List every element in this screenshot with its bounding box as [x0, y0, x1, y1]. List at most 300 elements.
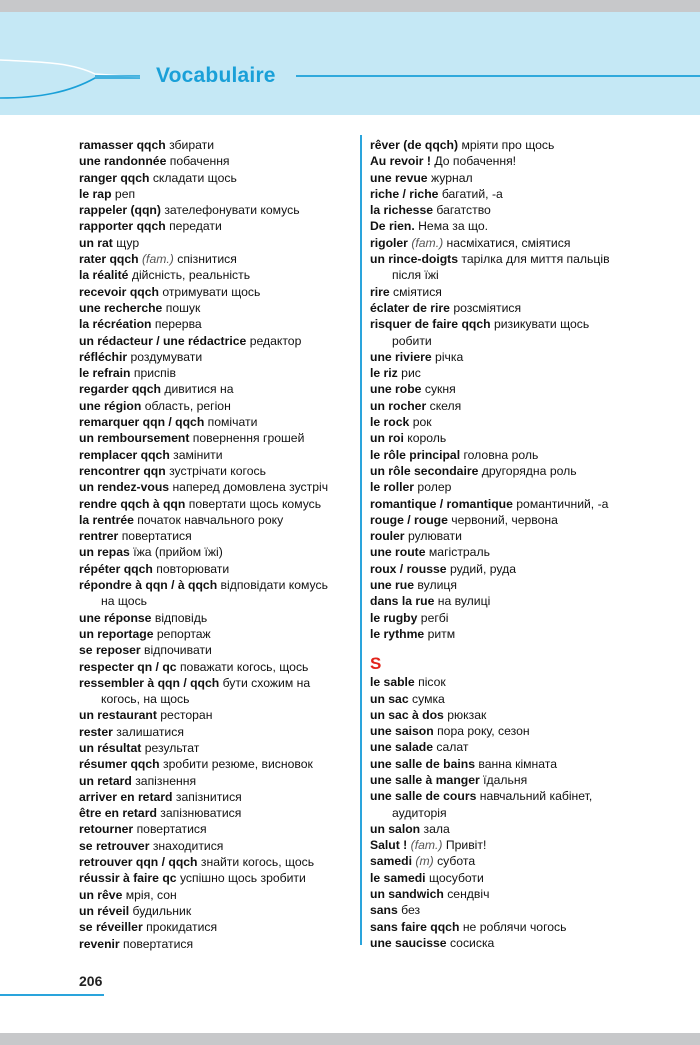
vocab-entry	[370, 561, 640, 577]
ukrainian-translation: багатство	[436, 203, 491, 218]
french-term: le rock	[370, 415, 410, 430]
vocab-entry	[370, 218, 640, 234]
vocab-entry	[370, 170, 640, 186]
ukrainian-translation: поважати когось, щось	[179, 659, 309, 674]
ukrainian-translation: реп	[114, 186, 136, 201]
ukrainian-translation: пісок	[418, 675, 446, 690]
vocab-entry	[79, 430, 347, 446]
vocab-entry	[79, 903, 347, 919]
french-term: rappeler (qqn)	[79, 203, 161, 218]
vocab-entry	[79, 398, 347, 414]
ukrainian-translation: результат	[144, 740, 200, 755]
translation-continuation: когось, на щось	[101, 692, 190, 707]
ukrainian-translation: салат	[436, 740, 469, 755]
french-term: le sable	[370, 675, 415, 690]
page-header-band	[0, 12, 700, 115]
vocab-entry	[370, 202, 640, 218]
ukrainian-translation: спізнитися	[177, 252, 237, 267]
french-term: un sac	[370, 691, 409, 706]
french-term: résumer qqch	[79, 757, 160, 772]
ukrainian-translation: До побачення!	[434, 154, 517, 169]
french-term: une salle à manger	[370, 772, 480, 787]
vocab-entry	[79, 659, 347, 675]
r-entries	[370, 137, 640, 642]
ukrainian-translation: скеля	[429, 398, 462, 413]
french-term: un sac à dos	[370, 707, 444, 722]
french-term: une réponse	[79, 610, 152, 625]
ukrainian-translation: повертати щось комусь	[188, 496, 322, 511]
ukrainian-translation: головна роль	[463, 447, 539, 462]
vocab-entry	[370, 821, 640, 837]
french-term: rater qqch	[79, 252, 139, 267]
translation-continuation: на щось	[101, 594, 148, 609]
french-term: une randonnée	[79, 154, 167, 169]
french-term: une rue	[370, 578, 415, 593]
vocab-entry	[79, 496, 347, 512]
ukrainian-translation: запізнитися	[175, 789, 242, 804]
french-term: respecter qn / qc	[79, 659, 177, 674]
vocab-entry	[79, 773, 347, 789]
french-term: un rince-doigts	[370, 252, 459, 267]
french-term: rentrer	[79, 529, 119, 544]
vocab-entry	[370, 398, 640, 414]
vocab-entry	[79, 724, 347, 740]
ukrainian-translation: відпочивати	[144, 643, 212, 658]
vocab-entry	[79, 251, 347, 267]
ukrainian-translation: тарілка для миття пальців	[461, 252, 610, 267]
vocab-entry	[79, 170, 347, 186]
vocab-entry	[79, 642, 347, 658]
vocab-entry	[79, 610, 347, 626]
vocab-entry	[79, 316, 347, 332]
ukrainian-translation: ванна кімната	[478, 756, 558, 771]
ukrainian-translation: повертатися	[123, 936, 194, 951]
french-term: répondre à qqn / à qqch	[79, 578, 218, 593]
vocab-entry	[79, 838, 347, 854]
ukrainian-translation: журнал	[430, 170, 473, 185]
french-term: le riz	[370, 366, 398, 381]
ukrainian-translation: сендвіч	[447, 887, 490, 902]
vocab-entry	[79, 528, 347, 544]
vocab-entry	[79, 365, 347, 381]
translation-continuation: після їжі	[392, 268, 439, 283]
french-term: rendre qqch à qqn	[79, 496, 186, 511]
vocab-entry	[370, 707, 640, 723]
vocab-entry	[370, 284, 640, 300]
vocab-entry	[370, 593, 640, 609]
vocab-entry	[370, 251, 640, 284]
french-term: un retard	[79, 773, 132, 788]
vocab-entry	[79, 153, 347, 169]
french-term: un rocher	[370, 398, 427, 413]
french-term: rêver (de qqch)	[370, 138, 459, 152]
page-number: 206	[79, 973, 103, 989]
vocab-entry	[79, 333, 347, 349]
vocab-entry	[79, 577, 347, 610]
vocab-entry	[370, 153, 640, 169]
ukrainian-translation: багатий, -а	[441, 186, 503, 201]
vocab-entry	[370, 756, 640, 772]
ukrainian-translation: ролер	[417, 480, 452, 495]
french-term: riche / riche	[370, 186, 439, 201]
ukrainian-translation: навчальний кабінет,	[479, 789, 593, 804]
vocab-entry	[370, 463, 640, 479]
french-term: un remboursement	[79, 431, 190, 446]
translation-continuation: аудиторія	[392, 805, 447, 820]
ukrainian-translation: сумка	[412, 691, 445, 706]
french-term: rencontrer qqn	[79, 463, 166, 478]
vocab-entry	[79, 447, 347, 463]
french-term: un réveil	[79, 903, 130, 918]
ukrainian-translation: сміятися	[393, 284, 442, 299]
french-term: un rôle secondaire	[370, 463, 479, 478]
header-swoosh-decoration	[0, 12, 700, 115]
vocab-entry	[79, 544, 347, 560]
french-term: réfléchir	[79, 349, 128, 364]
ukrainian-translation: знайти когось, щось	[200, 855, 315, 870]
vocab-entry	[79, 707, 347, 723]
vocab-entry	[79, 479, 347, 495]
vocab-entry	[370, 186, 640, 202]
ukrainian-translation: Привіт!	[445, 838, 487, 853]
french-term: la réalité	[79, 268, 129, 283]
vocab-entry	[370, 316, 640, 349]
french-term: arriver en retard	[79, 789, 173, 804]
vocab-entry	[370, 300, 640, 316]
french-term: le roller	[370, 480, 415, 495]
french-term: De rien.	[370, 219, 415, 234]
ukrainian-translation: їдальня	[483, 772, 528, 787]
vocab-entry	[79, 267, 347, 283]
vocab-entry	[370, 837, 640, 853]
vocab-entry	[79, 870, 347, 886]
vocab-entry	[79, 936, 347, 952]
french-term: rouge / rouge	[370, 512, 448, 527]
french-term: un salon	[370, 821, 421, 836]
ukrainian-translation: дійсність, реальність	[131, 268, 251, 283]
ukrainian-translation: повернення грошей	[192, 431, 305, 446]
ukrainian-translation: мріяти про щось	[461, 138, 555, 152]
vocab-entry	[79, 186, 347, 202]
ukrainian-translation: отримувати щось	[162, 284, 261, 299]
french-term: une salade	[370, 740, 433, 755]
ukrainian-translation: без	[401, 903, 421, 918]
ukrainian-translation: репортаж	[156, 626, 211, 641]
french-term: ressembler à qqn / qqch	[79, 675, 220, 690]
french-term: rouler	[370, 529, 405, 544]
french-term: une salle de bains	[370, 756, 475, 771]
french-term: un rendez-vous	[79, 480, 170, 495]
ukrainian-translation: зустрічати когось	[169, 463, 266, 478]
bottom-page-edge	[0, 1033, 700, 1045]
ukrainian-translation: король	[407, 431, 447, 446]
usage-note: (m)	[415, 854, 434, 869]
french-term: roux / rousse	[370, 561, 447, 576]
vocab-entry	[370, 870, 640, 886]
vocab-entry	[79, 789, 347, 805]
ukrainian-translation: рок	[412, 415, 432, 430]
ukrainian-translation: успішно щось зробити	[179, 871, 306, 886]
vocab-entry	[79, 137, 347, 153]
french-term: recevoir qqch	[79, 284, 159, 299]
ukrainian-translation: область, регіон	[144, 398, 231, 413]
french-term: remplacer qqch	[79, 447, 170, 462]
ukrainian-translation: збирати	[169, 138, 215, 152]
french-term: se reposer	[79, 643, 141, 658]
ukrainian-translation: вулиця	[417, 578, 457, 593]
ukrainian-translation: побачення	[169, 154, 230, 169]
french-term: revenir	[79, 936, 120, 951]
ukrainian-translation: мрія, сон	[125, 887, 177, 902]
vocab-entry	[370, 674, 640, 690]
french-term: sans	[370, 903, 398, 918]
vocab-entry	[370, 902, 640, 918]
vocab-entry	[370, 610, 640, 626]
french-term: le samedi	[370, 870, 426, 885]
ukrainian-translation: перерва	[154, 317, 202, 332]
ukrainian-translation: сосиска	[449, 935, 495, 950]
ukrainian-translation: романтичний, -а	[516, 496, 609, 511]
ukrainian-translation: регбі	[420, 610, 449, 625]
vocabulary-column-left	[79, 137, 347, 952]
ukrainian-translation: червоний, червона	[451, 512, 558, 527]
vocab-entry	[79, 821, 347, 837]
french-term: une recherche	[79, 300, 163, 315]
french-term: la récréation	[79, 317, 152, 332]
ukrainian-translation: відповідь	[154, 610, 208, 625]
french-term: une route	[370, 545, 426, 560]
ukrainian-translation: щур	[116, 235, 140, 250]
vocab-entry	[79, 202, 347, 218]
french-term: un sandwich	[370, 887, 444, 902]
ukrainian-translation: початок навчального року	[137, 512, 284, 527]
vocab-entry	[370, 935, 640, 951]
vocab-entry	[370, 235, 640, 251]
vocab-entry	[79, 626, 347, 642]
vocab-entry	[370, 365, 640, 381]
ukrainian-translation: відповідати комусь	[220, 578, 328, 593]
vocab-entry	[79, 740, 347, 756]
ukrainian-translation: зателефонувати комусь	[164, 203, 300, 218]
vocab-entry	[79, 235, 347, 251]
vocab-entry	[370, 528, 640, 544]
ukrainian-translation: річка	[435, 349, 464, 364]
vocab-entry	[370, 788, 640, 821]
french-term: dans la rue	[370, 594, 435, 609]
vocab-entry	[370, 772, 640, 788]
french-term: un roi	[370, 431, 404, 446]
french-term: une salle de cours	[370, 789, 477, 804]
vocab-entry	[370, 512, 640, 528]
ukrainian-translation: повертатися	[121, 529, 192, 544]
vocab-entry	[79, 381, 347, 397]
french-term: le rap	[79, 186, 112, 201]
vocab-entry	[79, 512, 347, 528]
french-term: retourner	[79, 822, 134, 837]
ukrainian-translation: запізнюватися	[160, 806, 242, 821]
usage-note: (fam.)	[142, 252, 174, 267]
ukrainian-translation: помічати	[207, 415, 258, 430]
ukrainian-translation: приспів	[133, 366, 176, 381]
ukrainian-translation: залишатися	[116, 724, 184, 739]
french-term: se retrouver	[79, 838, 150, 853]
french-term: sans faire qqch	[370, 919, 460, 934]
vocab-entry	[370, 626, 640, 642]
vocab-entry	[79, 300, 347, 316]
column-divider	[360, 135, 362, 945]
vocab-entry	[79, 756, 347, 772]
french-term: un rêve	[79, 887, 123, 902]
translation-continuation: робити	[392, 333, 432, 348]
french-term: se réveiller	[79, 920, 143, 935]
top-page-edge	[0, 0, 700, 12]
french-term: romantique / romantique	[370, 496, 513, 511]
vocab-entry	[79, 218, 347, 234]
s-entries	[370, 674, 640, 951]
french-term: remarquer qqn / qqch	[79, 415, 205, 430]
french-term: rigoler	[370, 235, 408, 250]
ukrainian-translation: дивитися на	[164, 382, 234, 397]
french-term: éclater de rire	[370, 300, 450, 315]
page-title: Vocabulaire	[156, 64, 276, 87]
ukrainian-translation: ритм	[427, 626, 456, 641]
ukrainian-translation: будильник	[132, 903, 192, 918]
vocab-entry	[79, 414, 347, 430]
french-term: une revue	[370, 170, 428, 185]
vocab-entry	[370, 349, 640, 365]
vocab-entry	[370, 381, 640, 397]
french-term: samedi	[370, 854, 413, 869]
ukrainian-translation: пошук	[165, 300, 201, 315]
vocab-entry	[370, 691, 640, 707]
french-term: une saucisse	[370, 935, 447, 950]
ukrainian-translation: повторювати	[156, 561, 230, 576]
ukrainian-translation: повертатися	[136, 822, 207, 837]
ukrainian-translation: другорядна роль	[481, 463, 577, 478]
vocab-entry	[370, 739, 640, 755]
vocab-entry	[79, 561, 347, 577]
french-term: un restaurant	[79, 708, 157, 723]
ukrainian-translation: субота	[437, 854, 476, 869]
french-term: le rugby	[370, 610, 418, 625]
ukrainian-translation: розсміятися	[453, 300, 522, 315]
ukrainian-translation: запізнення	[135, 773, 197, 788]
vocabulary-column-right	[370, 137, 640, 951]
french-term: Salut !	[370, 838, 408, 853]
vocab-entry	[370, 414, 640, 430]
section-letter: S	[370, 654, 382, 674]
french-term: un reportage	[79, 626, 154, 641]
vocab-entry	[370, 919, 640, 935]
usage-note: (fam.)	[410, 838, 443, 853]
ukrainian-translation: Нема за що.	[418, 219, 489, 234]
french-term: le refrain	[79, 366, 131, 381]
vocab-entry	[79, 284, 347, 300]
french-term: ramasser qqch	[79, 138, 166, 152]
vocab-entry	[370, 447, 640, 463]
french-term: Au revoir !	[370, 154, 431, 169]
french-term: retrouver qqn / qqch	[79, 855, 198, 870]
ukrainian-translation: на вулиці	[437, 594, 491, 609]
french-term: la richesse	[370, 203, 434, 218]
french-term: rire	[370, 284, 390, 299]
ukrainian-translation: передати	[169, 219, 222, 234]
ukrainian-translation: ризикувати щось	[493, 317, 590, 332]
ukrainian-translation: наперед домовлена зустріч	[172, 480, 329, 495]
ukrainian-translation: знаходитися	[152, 838, 224, 853]
ukrainian-translation: їжа (прийом їжі)	[133, 545, 223, 560]
vocab-entry	[370, 886, 640, 902]
vocab-entry	[79, 463, 347, 479]
french-term: répéter qqch	[79, 561, 153, 576]
french-term: une riviere	[370, 349, 432, 364]
vocab-entry	[79, 919, 347, 935]
french-term: regarder qqch	[79, 382, 161, 397]
ukrainian-translation: зала	[423, 821, 450, 836]
vocab-entry	[370, 577, 640, 593]
ukrainian-translation: складати щось	[152, 170, 237, 185]
french-term: réussir à faire qc	[79, 871, 177, 886]
french-term: un rat	[79, 235, 113, 250]
vocab-entry	[370, 723, 640, 739]
ukrainian-translation: рудий, руда	[449, 561, 516, 576]
vocab-entry	[79, 349, 347, 365]
ukrainian-translation: замінити	[173, 447, 223, 462]
french-term: un rédacteur / une rédactrice	[79, 333, 247, 348]
vocab-entry	[79, 805, 347, 821]
french-term: un repas	[79, 545, 130, 560]
vocab-entry	[79, 675, 347, 708]
french-term: une robe	[370, 382, 422, 397]
vocab-entry	[370, 853, 640, 869]
french-term: une région	[79, 398, 142, 413]
french-term: rester	[79, 724, 113, 739]
vocab-entry	[370, 496, 640, 512]
usage-note: (fam.)	[411, 235, 444, 250]
french-term: risquer de faire qqch	[370, 317, 491, 332]
ukrainian-translation: пора року, сезон	[437, 724, 530, 739]
french-term: une saison	[370, 724, 434, 739]
footer-rule	[0, 994, 104, 996]
french-term: le rythme	[370, 626, 425, 641]
vocab-entry	[370, 430, 640, 446]
ukrainian-translation: ресторан	[160, 708, 213, 723]
vocab-entry	[370, 479, 640, 495]
ukrainian-translation: бути схожим на	[222, 675, 311, 690]
ukrainian-translation: не роблячи чогось	[462, 919, 567, 934]
french-term: être en retard	[79, 806, 157, 821]
french-term: ranger qqch	[79, 170, 150, 185]
vocab-entry	[370, 137, 640, 153]
ukrainian-translation: роздумувати	[130, 349, 203, 364]
ukrainian-translation: рюкзак	[447, 707, 487, 722]
ukrainian-translation: насміхатися, сміятися	[446, 235, 571, 250]
ukrainian-translation: магістраль	[428, 545, 490, 560]
ukrainian-translation: сукня	[424, 382, 456, 397]
french-term: rapporter qqch	[79, 219, 166, 234]
french-term: le rôle principal	[370, 447, 461, 462]
ukrainian-translation: редактор	[249, 333, 302, 348]
vocab-entry	[370, 544, 640, 560]
ukrainian-translation: рис	[401, 366, 421, 381]
ukrainian-translation: зробити резюме, висновок	[163, 757, 313, 772]
ukrainian-translation: прокидатися	[146, 920, 218, 935]
vocab-entry	[79, 887, 347, 903]
french-term: un résultat	[79, 740, 142, 755]
vocab-entry	[79, 854, 347, 870]
ukrainian-translation: рулювати	[407, 529, 462, 544]
ukrainian-translation: щосуботи	[428, 870, 484, 885]
